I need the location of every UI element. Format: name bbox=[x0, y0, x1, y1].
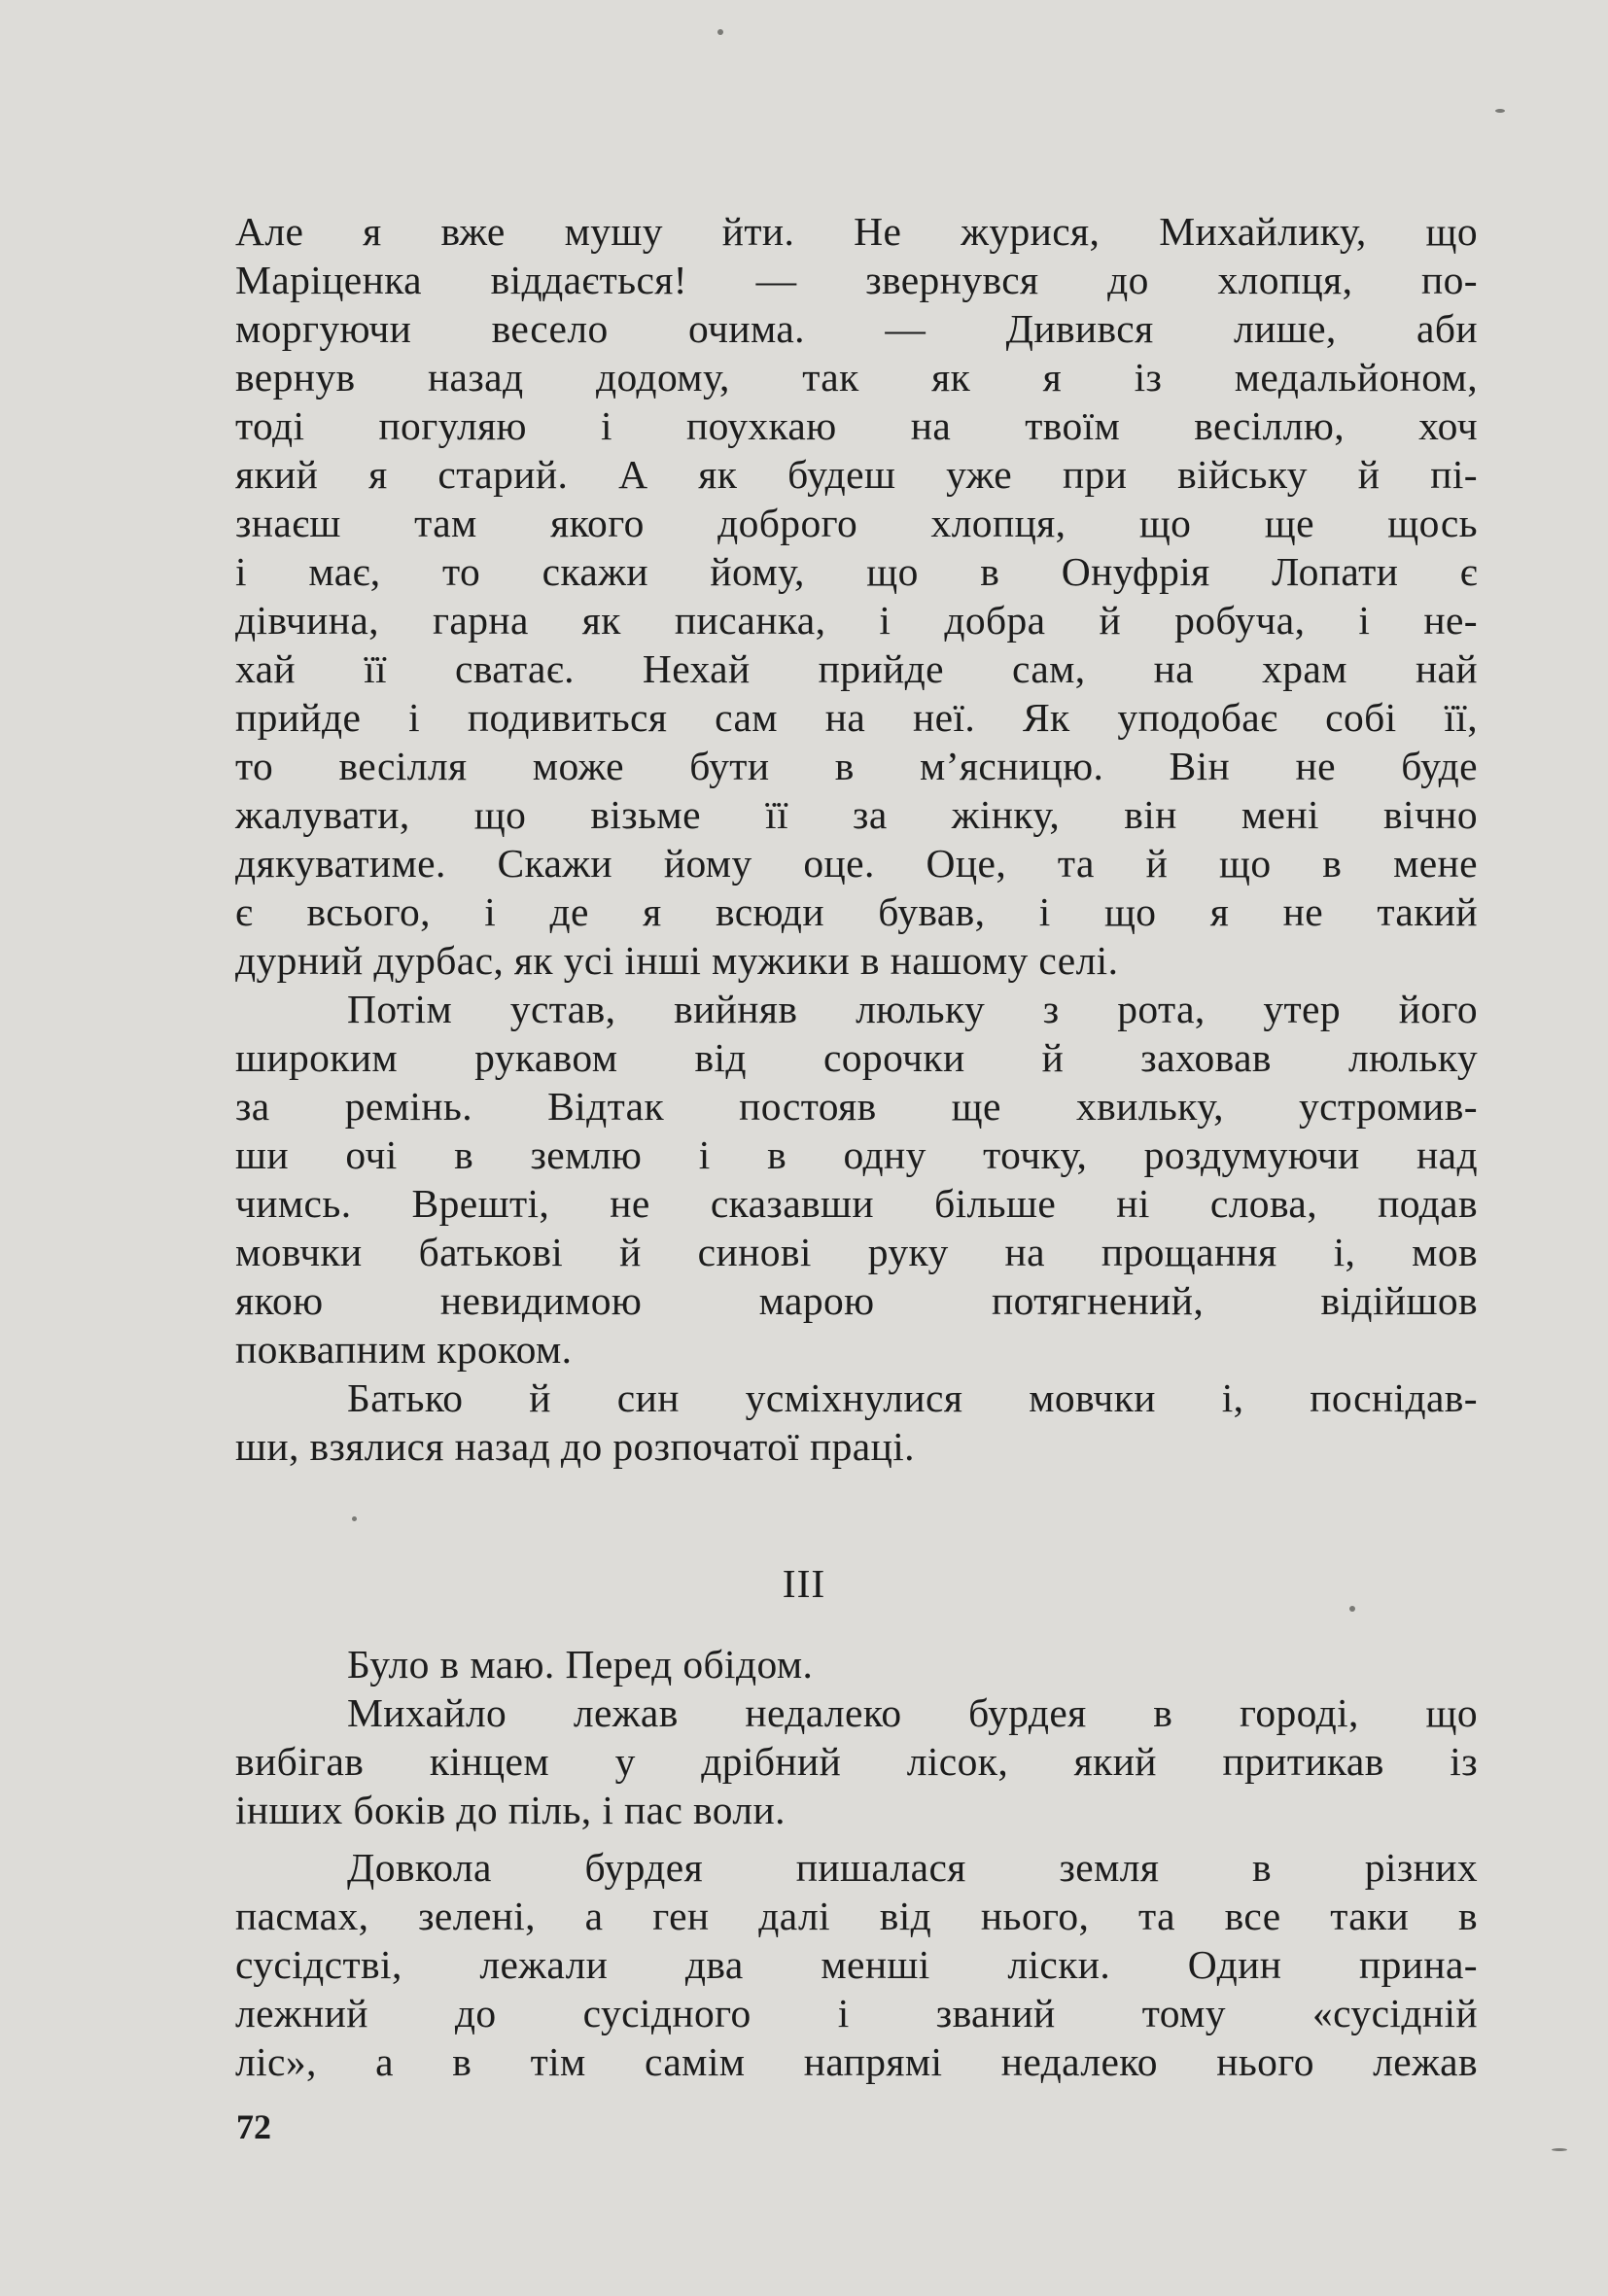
text-line: за ремінь. Відтак постояв ще хвильку, устромив- bbox=[235, 1084, 1478, 1129]
text-line: якою невидимою марою потягнений, відійшов bbox=[235, 1278, 1478, 1323]
text-line: широким рукавом від сорочки й заховав люльку bbox=[235, 1035, 1478, 1080]
text-line: ши, взялися назад до розпочатої праці. bbox=[235, 1424, 915, 1469]
text-line: Потім устав, вийняв люльку з рота, утер його bbox=[347, 987, 1478, 1031]
text-line: Було в маю. Перед обідом. bbox=[347, 1642, 814, 1687]
chapter-heading: III bbox=[782, 1561, 826, 1606]
paragraph-gap bbox=[235, 1834, 1478, 1843]
text-line: Михайло лежав недалеко бурдея в городі, що bbox=[347, 1690, 1478, 1735]
text-line: який я старий. А як будеш уже при війську й пі- bbox=[235, 452, 1478, 497]
text-line: чимсь. Врешті, не сказавши більше ні слова, подав bbox=[235, 1181, 1478, 1226]
text-line: лежний до сусідного і званий тому «сусідній bbox=[235, 1991, 1478, 2035]
scan-speck bbox=[717, 29, 723, 35]
scan-speck bbox=[1349, 1606, 1355, 1612]
text-line: є всього, і де я всюди бував, і що я не такий bbox=[235, 889, 1478, 934]
text-line: Але я вже мушу йти. Не журися, Михайлику, що bbox=[235, 209, 1478, 254]
text-line: ши очі в землю і в одну точку, роздумуючи над bbox=[235, 1132, 1478, 1177]
scan-speck bbox=[1495, 109, 1505, 113]
text-line: сусідстві, лежали два менші ліски. Один прина- bbox=[235, 1942, 1478, 1987]
text-line: хай її сватає. Нехай прийде сам, на храм най bbox=[235, 646, 1478, 691]
text-line: прийде і подивиться сам на неї. Як уподобає собі її, bbox=[235, 695, 1478, 740]
text-line: знаєш там якого доброго хлопця, що ще щось bbox=[235, 501, 1478, 545]
text-section-1 bbox=[235, 207, 1478, 1471]
text-line: інших боків до піль, і пас воли. bbox=[235, 1788, 786, 1832]
text-line: дякуватиме. Скажи йому оце. Оце, та й що в мене bbox=[235, 841, 1478, 886]
page-number: 72 bbox=[236, 2107, 271, 2146]
scan-speck bbox=[352, 1516, 357, 1521]
text-line: Довкола бурдея пишалася земля в різних bbox=[347, 1845, 1478, 1890]
text-line: поквапним кроком. bbox=[235, 1327, 573, 1372]
text-line: дівчина, гарна як писанка, і добра й робуча, і не- bbox=[235, 598, 1478, 643]
text-line: моргуючи весело очима. — Дивився лише, аби bbox=[235, 306, 1478, 351]
text-line: жалувати, що візьме її за жінку, він мені вічно bbox=[235, 792, 1478, 837]
text-line: дурний дурбас, як усі інші мужики в нашому селі. bbox=[235, 938, 1119, 983]
text-line: Батько й син усміхнулися мовчки і, поснідав- bbox=[347, 1375, 1478, 1420]
text-line: тоді погуляю і поухкаю на твоїм весіллю, хоч bbox=[235, 403, 1478, 448]
text-line: вибігав кінцем у дрібний лісок, який притикав із bbox=[235, 1739, 1478, 1784]
text-line: то весілля може бути в м’ясницю. Він не буде bbox=[235, 744, 1478, 788]
text-section-2 bbox=[235, 1640, 1478, 2086]
text-line: і має, то скажи йому, що в Онуфрія Лопати є bbox=[235, 549, 1478, 594]
text-line: ліс», а в тім самім напрямі недалеко нього лежав bbox=[235, 2039, 1478, 2084]
text-line: Маріценка віддається! — звернувся до хлопця, по- bbox=[235, 258, 1478, 302]
text-line: мовчки батькові й синові руку на прощання і, мов bbox=[235, 1230, 1478, 1274]
scan-speck bbox=[1552, 2148, 1567, 2151]
text-line: вернув назад додому, так як я із медальйоном, bbox=[235, 355, 1478, 400]
text-line: пасмах, зелені, а ген далі від нього, та все таки в bbox=[235, 1894, 1478, 1938]
